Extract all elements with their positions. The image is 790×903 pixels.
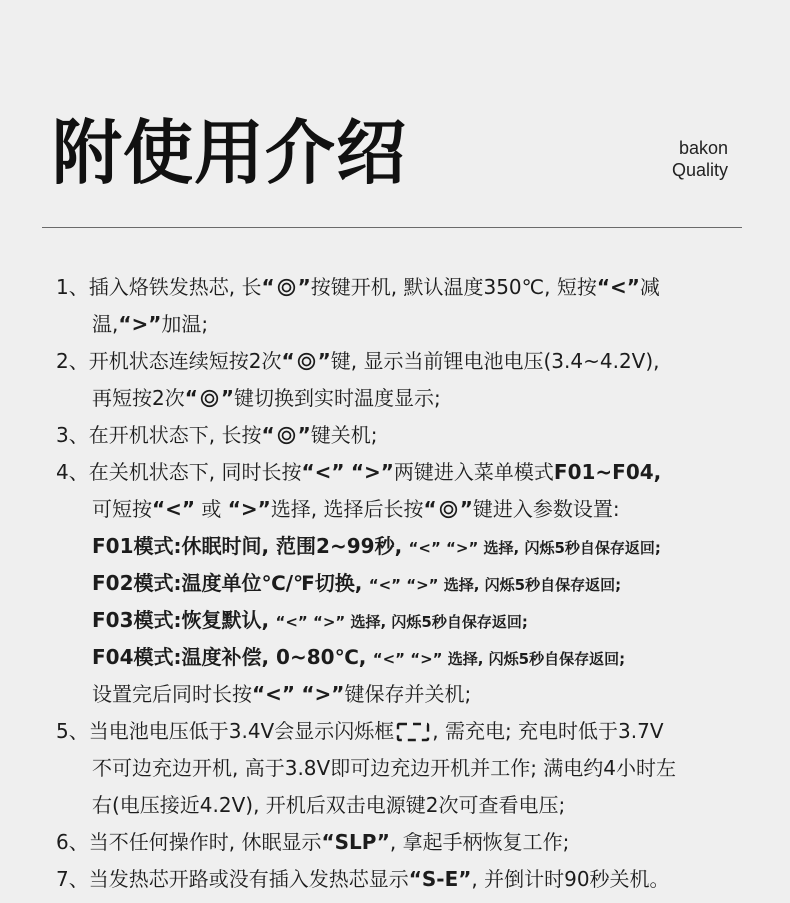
item-text: 键切换到实时温度显示; [234, 386, 441, 410]
item-text: 选择, 选择后长按 [270, 497, 424, 521]
double-circle-icon [439, 500, 458, 519]
item-text: 加温; [161, 312, 209, 336]
item-text: 当电池电压低于3.4V会显示闪烁框 [88, 719, 395, 743]
instruction-item-5-cont2 [56, 787, 746, 824]
instruction-item-5 [56, 713, 746, 750]
mode-label: F04模式: [92, 645, 182, 669]
instruction-item-4-cont [56, 491, 746, 528]
item-text: , 需充电; 充电时低于3.7V [432, 719, 664, 743]
mode-hint: “<” “>” 选择, 闪烁5秒自保存返回; [372, 650, 626, 668]
item-text: 当不任何操作时, 休眠显示 [88, 830, 322, 854]
double-circle-icon [297, 352, 316, 371]
item-text: 温, [92, 312, 119, 336]
item-number: 5、 [56, 719, 89, 743]
mode-label: F03模式: [92, 608, 182, 632]
instruction-item-4-end [56, 676, 746, 713]
item-text: 插入烙铁发热芯, 长 [88, 275, 262, 299]
instruction-item-5-cont [56, 750, 746, 787]
quote-mark: ” [297, 423, 311, 447]
instruction-item-2 [56, 343, 746, 380]
quote-mark: “ [423, 497, 437, 521]
mode-desc: 休眠时间, 范围2~99秒, [181, 534, 403, 558]
item-text: 开机状态连续短按2次 [88, 349, 282, 373]
instruction-item-4 [56, 454, 746, 491]
greater-than-key: “>” [227, 497, 271, 521]
item-text: 在开机状态下, 长按 [88, 423, 262, 447]
mode-hint: “<” “>” 选择, 闪烁5秒自保存返回; [368, 576, 622, 594]
mode-desc: 温度补偿, 0~80℃, [181, 645, 367, 669]
instruction-item-7 [56, 861, 746, 898]
less-than-key: “<” [596, 275, 640, 299]
item-text: , 并倒计时90秒关机。 [471, 867, 670, 891]
item-text: 在关机状态下, 同时长按 [88, 460, 302, 484]
item-text: 右(电压接近4.2V), 开机后双击电源键2次可查看电压; [92, 793, 566, 817]
sleep-display-code: “SLP” [321, 830, 390, 854]
mode-row-f03 [56, 602, 746, 639]
less-than-key: “<” [152, 497, 196, 521]
double-circle-icon [277, 278, 296, 297]
item-number: 4、 [56, 460, 89, 484]
double-circle-icon [200, 389, 219, 408]
item-text: 减 [639, 275, 660, 299]
quote-mark: “ [281, 349, 295, 373]
mode-label: F02模式: [92, 571, 182, 595]
instruction-item-6 [56, 824, 746, 861]
instruction-item-1-cont [56, 306, 746, 343]
quote-mark: ” [317, 349, 331, 373]
page-title: 附使用介绍 [52, 112, 407, 194]
quote-mark: ” [220, 386, 235, 410]
brand-logo [672, 137, 728, 181]
greater-than-key: “>” [301, 682, 345, 706]
item-text: 按键开机, 默认温度350℃, 短按 [310, 275, 597, 299]
item-text: , 拿起手柄恢复工作; [389, 830, 570, 854]
item-text: 再短按2次 [92, 386, 185, 410]
mode-row-f04 [56, 639, 746, 676]
item-text: 或 [201, 497, 222, 521]
less-than-key: “<” [301, 460, 345, 484]
instruction-item-2-cont [56, 380, 746, 417]
quote-mark: “ [261, 423, 275, 447]
item-number: 6、 [56, 830, 89, 854]
item-text: 可短按 [92, 497, 152, 521]
brand-name: bakon [678, 138, 728, 158]
instruction-item-3 [56, 417, 746, 454]
mode-row-f02 [56, 565, 746, 602]
mode-desc: 恢复默认, [181, 608, 270, 632]
item-text: 键保存并关机; [344, 682, 472, 706]
mode-hint: “<” “>” 选择, 闪烁5秒自保存返回; [408, 539, 661, 557]
item-number: 1、 [56, 275, 89, 299]
item-text: 键, 显示当前锂电池电压(3.4~4.2V), [330, 349, 660, 373]
quote-mark: ” [459, 497, 473, 521]
item-number: 3、 [56, 423, 89, 447]
item-text: 当发热芯开路或没有插入发热芯显示 [88, 867, 409, 891]
quote-mark: “ [261, 275, 275, 299]
greater-than-key: “>” [350, 460, 394, 484]
item-text: 两键进入菜单模式 [393, 460, 554, 484]
mode-row-f01 [56, 528, 746, 565]
quote-mark: ” [297, 275, 311, 299]
greater-than-key: “>” [118, 312, 162, 336]
instruction-item-1 [56, 269, 746, 306]
less-than-key: “<” [252, 682, 296, 706]
dashed-frame-icon [396, 722, 430, 742]
error-display-code: “S-E” [408, 867, 472, 891]
header-divider [42, 227, 742, 228]
instruction-list [56, 269, 746, 898]
item-text: 键进入参数设置: [472, 497, 620, 521]
item-number: 7、 [56, 867, 89, 891]
mode-hint: “<” “>” 选择, 闪烁5秒自保存返回; [275, 613, 528, 631]
item-text: 设置完后同时长按 [92, 682, 252, 706]
brand-tagline: Quality [671, 160, 728, 180]
mode-desc: 温度单位℃/℉切换, [181, 571, 363, 595]
double-circle-icon [277, 426, 296, 445]
mode-label: F01模式: [92, 534, 182, 558]
item-number: 2、 [56, 349, 89, 373]
item-text: 不可边充边开机, 高于3.8V即可边充边开机并工作; 满电约4小时左 [92, 756, 677, 780]
quote-mark: “ [184, 386, 198, 410]
menu-range: F01~F04, [553, 460, 662, 484]
item-text: 键关机; [310, 423, 378, 447]
